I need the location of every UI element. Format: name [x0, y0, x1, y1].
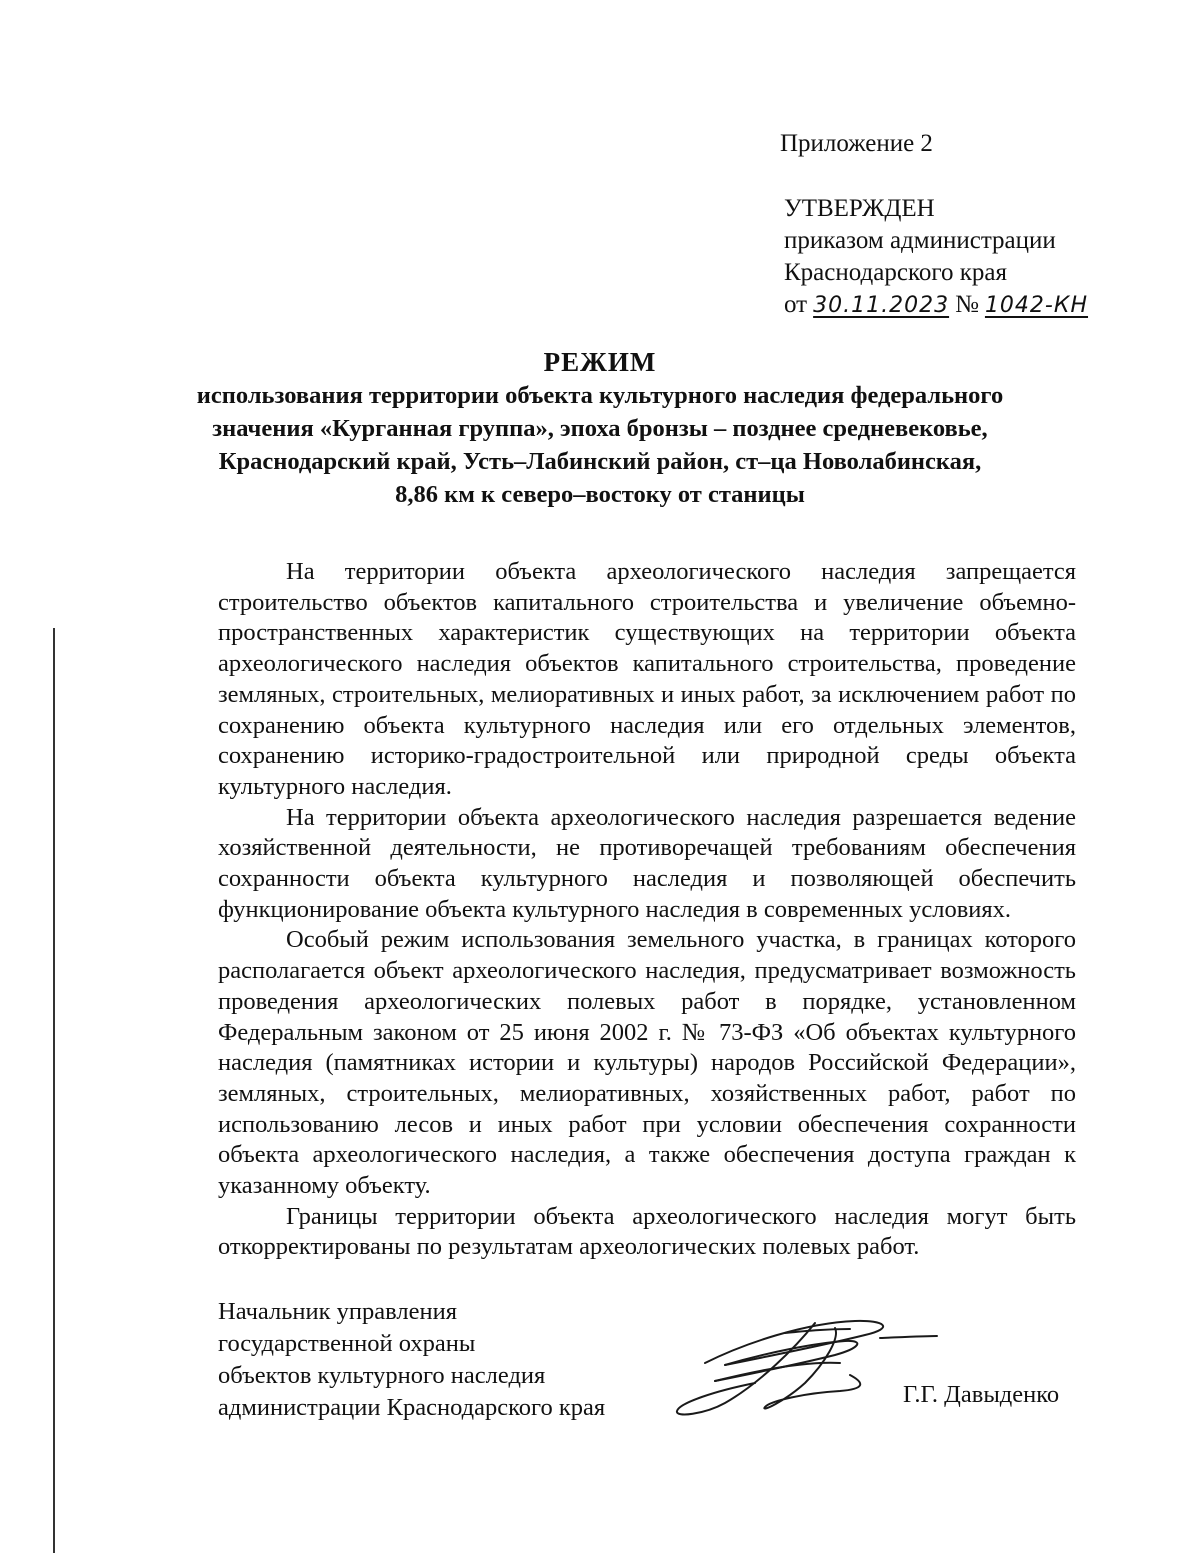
title-line-4: 8,86 км к северо–востоку от станицы	[395, 481, 805, 508]
scan-edge-line	[53, 628, 55, 1553]
signatory-line-2: государственной охраны	[218, 1330, 476, 1357]
paragraph-2: На территории объекта археологического наследия разрешается ведение хозяйственной деятельности, не противоречащей требованиям обеспечения сохранности объекта культурного наследия и позволяющей обеспечить функционирование объекта культурного наследия в современных условиях.	[218, 803, 1076, 923]
approval-number: 1042-КН	[984, 293, 1089, 318]
approval-heading: УТВЕРЖДЕН	[784, 195, 935, 222]
paragraph-1: На территории объекта археологического наследия запрещается строительство объектов капитального строительства и увеличение объемно-пространственных характеристик существующих на территории объекта археологического наследия объектов капитального строительства, проведение земляных, строительных, мелиоративных и иных работ, за исключением работ по сохранению объекта культурного наследия или его отдельных элементов, сохранению историко-градостроительной или природной среды объекта культурного наследия.	[218, 558, 1076, 800]
approval-block	[784, 193, 1094, 322]
signatory-line-3: объектов культурного наследия	[218, 1362, 546, 1389]
signatory-line-1: Начальник управления	[218, 1298, 457, 1325]
paragraph-4: Границы территории объекта археологического наследия могут быть откорректированы по результатам археологических полевых работ.	[218, 1202, 1076, 1261]
signatory-name: Г.Г. Давыденко	[903, 1381, 1060, 1408]
title-main: РЕЖИМ	[543, 347, 657, 377]
document-body	[218, 557, 1076, 1263]
signatory-position	[218, 1296, 605, 1424]
number-prefix: №	[955, 291, 979, 318]
title-line-2: значения «Курганная группа», эпоха бронзы – позднее средневековье,	[212, 415, 988, 442]
signatory-line-4: администрации Краснодарского края	[218, 1394, 606, 1421]
approval-date: 30.11.2023	[813, 293, 950, 318]
paragraph-3: Особый режим использования земельного участка, в границах которого располагается объект археологического наследия, предусматривает возможность проведения археологических полевых работ в порядке, установленном Федеральным законом от 25 июня 2002 г. № 73-ФЗ «Об объектах культурного наследия (памятниках истории и культуры) народов Российской Федерации», земляных, строительных, мелиоративных, хозяйственных работ, работ по использованию лесов и иных работ при условии обеспечения сохранности объекта археологического наследия, а также обеспечения доступа граждан к указанному объекту.	[218, 926, 1076, 1200]
date-prefix: от	[784, 291, 808, 318]
title-line-3: Краснодарский край, Усть–Лабинский район, ст–ца Новолабинская,	[218, 448, 982, 475]
approval-date-line	[784, 289, 1094, 322]
appendix-label: Приложение 2	[780, 130, 933, 157]
document-title	[150, 345, 1050, 511]
approval-line-2: Краснодарского края	[784, 259, 1007, 286]
approval-line-1: приказом администрации	[784, 227, 1056, 254]
title-line-1: использования территории объекта культурного наследия федерального	[196, 382, 1004, 409]
handwritten-signature-icon	[665, 1303, 940, 1421]
